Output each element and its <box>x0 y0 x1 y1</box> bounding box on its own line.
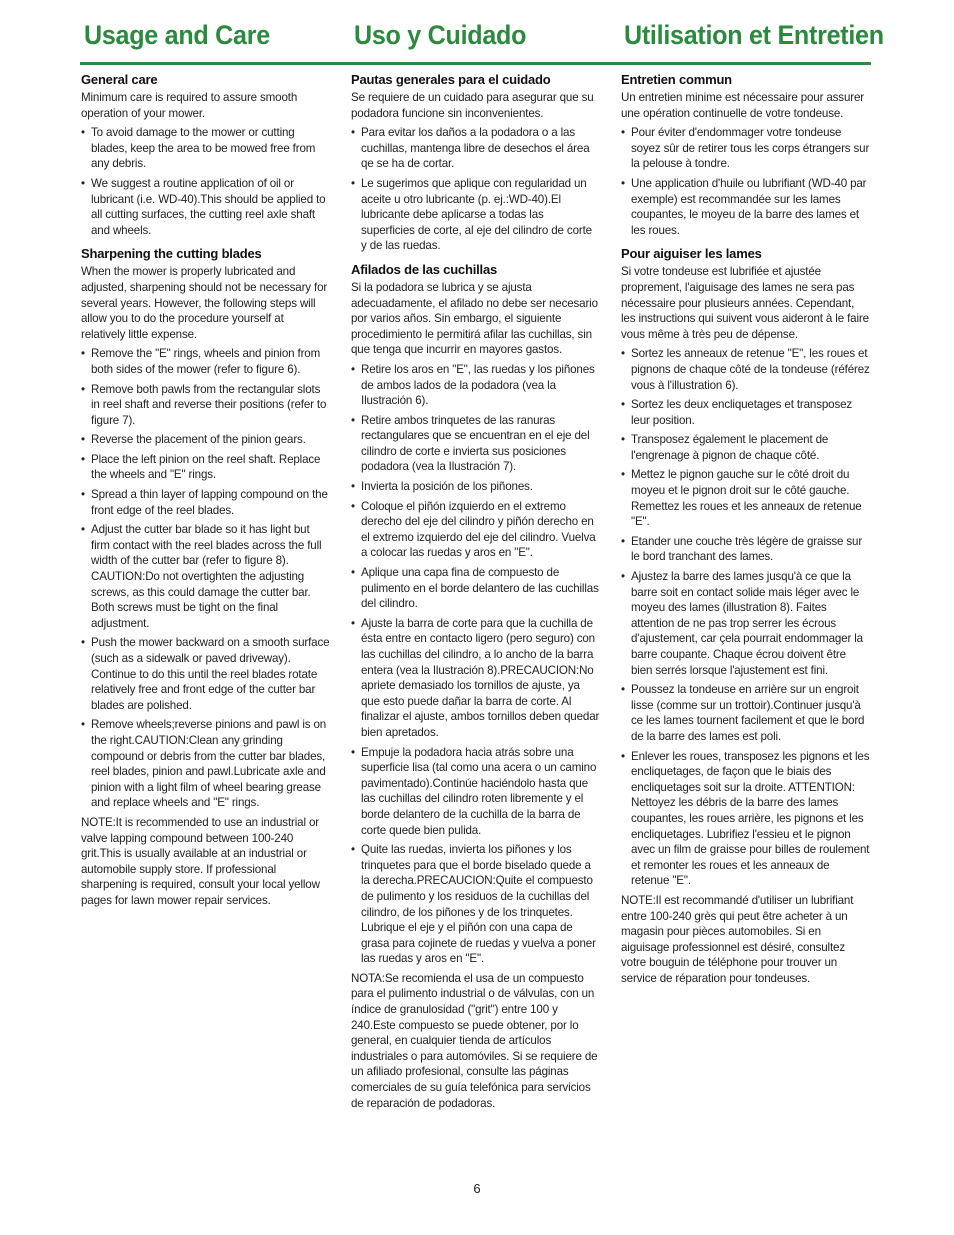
list-item: • Remove wheels;reverse pinions and pawl is on the right.CAUTION:Clean any grinding compound or debris from the cutter bar blades, reel blades, pinion and pawl.Lubricate axle and pinion with a light film of wheel bearing grease and replace wheels and "E" rings. <box>81 717 330 811</box>
list-item: • Empuje la podadora hacia atrás sobre una superficie lisa (tal como una acera o un camino pavimentado).Continúe haciéndolo hasta que las cuchillas del cilindro roten libremente y el borde delantero de la cuchilla de la barra de corte quede bien pulida. <box>351 745 600 839</box>
note-paragraph: NOTE:Il est recommandé d'utiliser un lubrifiant entre 100-240 grès qui peut être acheter à un magasin pour pièces automobiles. Si en aiguisage professionnel est désiré, consultez votre bouguin de téléphone pour trouver un service de réparation pour tondeuses. <box>621 893 854 985</box>
general-care-intro: Un entretien minime est nécessaire pour assurer une opération continuelle de votre tondeuse. <box>621 91 864 120</box>
list-item: • We suggest a routine application of oil or lubricant (i.e. WD-40).This should be applied to all cutting surfaces, the cutting reel axle shaft and wheels. <box>81 176 330 238</box>
list-item: • To avoid damage to the mower or cutting blades, keep the area to be mowed free from any debris. <box>81 125 330 172</box>
list-item: • Spread a thin layer of lapping compound on the front edge of the reel blades. <box>81 487 330 518</box>
general-care-list <box>621 125 870 238</box>
sharpening-intro: Si la podadora se lubrica y se ajusta adecuadamente, el afilado no debe ser necesario por varios años. Sin embargo, el siguiente procedimiento le permitirá afilar las cuchillas, sin que tenga que incurrir en mayores gastos. <box>351 280 598 357</box>
list-item: • Reverse the placement of the pinion gears. <box>81 432 330 448</box>
sharpening-intro: When the mower is properly lubricated and adjusted, sharpening should not be necessary for several years. However, the following steps will allow you to do the procedure yourself at relatively little expense. <box>81 265 328 341</box>
list-item: • Ajuste la barra de corte para que la cuchilla de ésta entre en contacto ligero (pero seguro) con las cuchillas del cilindro, a lo ancho de la barra entera (vea la Ilustración 8).PRECAUCION:No apriete demasiado los tornillos de ajuste, ya que esto puede dañar la barra de corte. Al finalizar el ajuste, ambos tornillos deben quedar bien apretados. <box>351 616 600 741</box>
page-number: 6 <box>473 1181 481 1196</box>
sharpening-intro: Si votre tondeuse est lubrifiée et ajustée proprement, l'aiguisage des lames ne sera pas nécessaire pour plusieurs années. Cependant, les instructions qui suivent vous aideront à le faire vous même à très peu de dépense. <box>621 265 869 341</box>
list-item: • Mettez le pignon gauche sur le côté droit du moyeu et le pignon droit sur le côté gauche. Remettez les roues et les anneaux de retenue "E". <box>621 467 870 529</box>
general-care-list <box>351 125 600 254</box>
column-spanish <box>351 72 600 1111</box>
general-care-heading: Pautas generales para el cuidado <box>351 72 551 87</box>
general-care-intro: Minimum care is required to assure smooth operation of your mower. <box>81 91 298 120</box>
title-spanish: Uso y Cuidado <box>354 20 527 50</box>
note-paragraph: NOTE:It is recommended to use an industrial or valve lapping compound between 100-240 grit.This is usually available at an industrial or automobile supply store. If professional sharpening is required, consult your local yellow pages for lawn mower repair services. <box>81 815 320 907</box>
list-item: • Retire ambos trinquetes de las ranuras rectangulares que se encuentran en el eje del cilindro de corte e invierta sus posiciones podadora (vea la Ilustración 7). <box>351 413 600 475</box>
title-french: Utilisation et Entretien <box>624 20 884 50</box>
page-header <box>80 18 884 65</box>
general-care-heading: Entretien commun <box>621 72 732 87</box>
sharpening-list <box>621 346 870 889</box>
list-item: • Sortez les deux encliquetages et transposez leur position. <box>621 397 870 428</box>
general-care-list <box>81 125 330 238</box>
sharpening-list <box>351 362 600 967</box>
list-item: • Adjust the cutter bar blade so it has light but firm contact with the reel blades across the full width of the cutter bar (refer to figure 8). CAUTION:Do not overtighten the adjusting screws, as this could damage the cutter bar. Both screws must be tight on the final adjustment. <box>81 522 330 631</box>
list-item: • Aplique una capa fina de compuesto de pulimento en el borde delantero de las cuchillas del cilindro. <box>351 565 600 612</box>
list-item: • Poussez la tondeuse en arrière sur un engroit lisse (comme sur un trottoir).Continuer jusqu'à ce les lames tournent facilement et que le bord de la barre des lames est poli. <box>621 682 870 744</box>
general-care-heading: General care <box>81 72 158 87</box>
list-item: • Etander une couche très légère de graisse sur le bord tranchant des lames. <box>621 534 870 565</box>
list-item: • Remove the "E" rings, wheels and pinion from both sides of the mower (refer to figure 6). <box>81 346 330 377</box>
sharpening-heading: Pour aiguiser les lames <box>621 246 762 262</box>
sharpening-heading: Afilados de las cuchillas <box>351 261 497 277</box>
list-item: • Pour éviter d'endommager votre tondeuse soyez sûr de retirer tous les corps étrangers sur la pelouse à tondre. <box>621 125 870 172</box>
sharpening-list <box>81 346 330 811</box>
column-french <box>621 72 870 986</box>
general-care-intro: Se requiere de un cuidado para asegurar que su podadora funcione sin inconvenientes. <box>351 91 594 120</box>
list-item: • Quite las ruedas, invierta los piñones y los trinquetes para que el borde biselado quede a la derecha.PRECAUCION:Quite el compuesto de pulimento y los residuos de la cuchillas del cilindro, de los piñones y de los trinquetes. Lubrique el eje y el piñón con una capa de grasa para cojinete de ruedas y vuelva a poner las ruedas y aros en "E". <box>351 842 600 967</box>
list-item: • Place the left pinion on the reel shaft. Replace the wheels and "E" rings. <box>81 452 330 483</box>
list-item: • Push the mower backward on a smooth surface (such as a sidewalk or paved driveway). Continue to do this until the reel blades rotate relatively free and front edge of the cutter bar blades are polished. <box>81 635 330 713</box>
list-item: • Retire los aros en "E", las ruedas y los piñones de ambos lados de la podadora (vea la Ilustración 6). <box>351 362 600 409</box>
list-item: • Invierta la posición de los piñones. <box>351 479 600 495</box>
list-item: • Transposez également le placement de l'engrenage à pignon de chaque côté. <box>621 432 870 463</box>
list-item: • Enlever les roues, transposez les pignons et les encliquetages, de façon que le biais des encliquetages soit sur la droite. ATTENTION: Nettoyez les débris de la barre des lames coupantes, les roues arrière, les pignons et les encliquetages. Lubrifiez l'essieu et le pignon avec un film de graisse pour billes de roulement et remonter les roues et les anneaux de retenue "E". <box>621 749 870 889</box>
list-item: • Ajustez la barre des lames jusqu'à ce que la barre soit en contact solide mais léger avec le moyeu des lames (illustration 8). Faites attention de ne pas trop serrer les écrous d'ajustement, car çela pourrait endommager la barre coupante. Chaque écrou doivent être bien serrés lorsque l'ajustement est fini. <box>621 569 870 678</box>
list-item: • Para evitar los daños a la podadora o a las cuchillas, mantenga libre de desechos el área qe se ha de cortar. <box>351 125 600 172</box>
title-english: Usage and Care <box>84 20 270 50</box>
sharpening-heading: Sharpening the cutting blades <box>81 246 262 262</box>
list-item: • Une application d'huile ou lubrifiant (WD-40 par exemple) est recommandée sur les lames coupantes, le moyeu de la barre des lames et les roues. <box>621 176 870 238</box>
list-item: • Coloque el piñón izquierdo en el extremo derecho del eje del cilindro y piñón derecho en el extremo izquierdo del eje del cilindro. Vuelva a colocar las ruedas y aros en "E". <box>351 499 600 561</box>
list-item: • Sortez les anneaux de retenue "E", les roues et pignons de chaque côté de la tondeuse (référez vous à l'illustration 6). <box>621 346 870 393</box>
column-english <box>81 72 330 909</box>
note-paragraph: NOTA:Se recomienda el usa de un compuesto para el pulimento industrial o de válvulas, con un índice de granulosidad ("grit") entre 100 y 240.Este compuesto se puede obtener, por lo general, en cualquier tienda de artículos industriales o para automóviles. Si se requiere de un afiliado profesional, consulte las páginas comerciales de su guía telefónica para servicios de reparación de podadoras. <box>351 971 598 1110</box>
list-item: • Remove both pawls from the rectangular slots in reel shaft and reverse their positions (refer to figure 7). <box>81 382 330 429</box>
list-item: • Le sugerimos que aplique con regularidad un aceite u otro lubricante (p. ej.:WD-40).El lubricante debe aplicarse a todas las superficies de corte, al eje del cilindro de corte y de las ruedas. <box>351 176 600 254</box>
